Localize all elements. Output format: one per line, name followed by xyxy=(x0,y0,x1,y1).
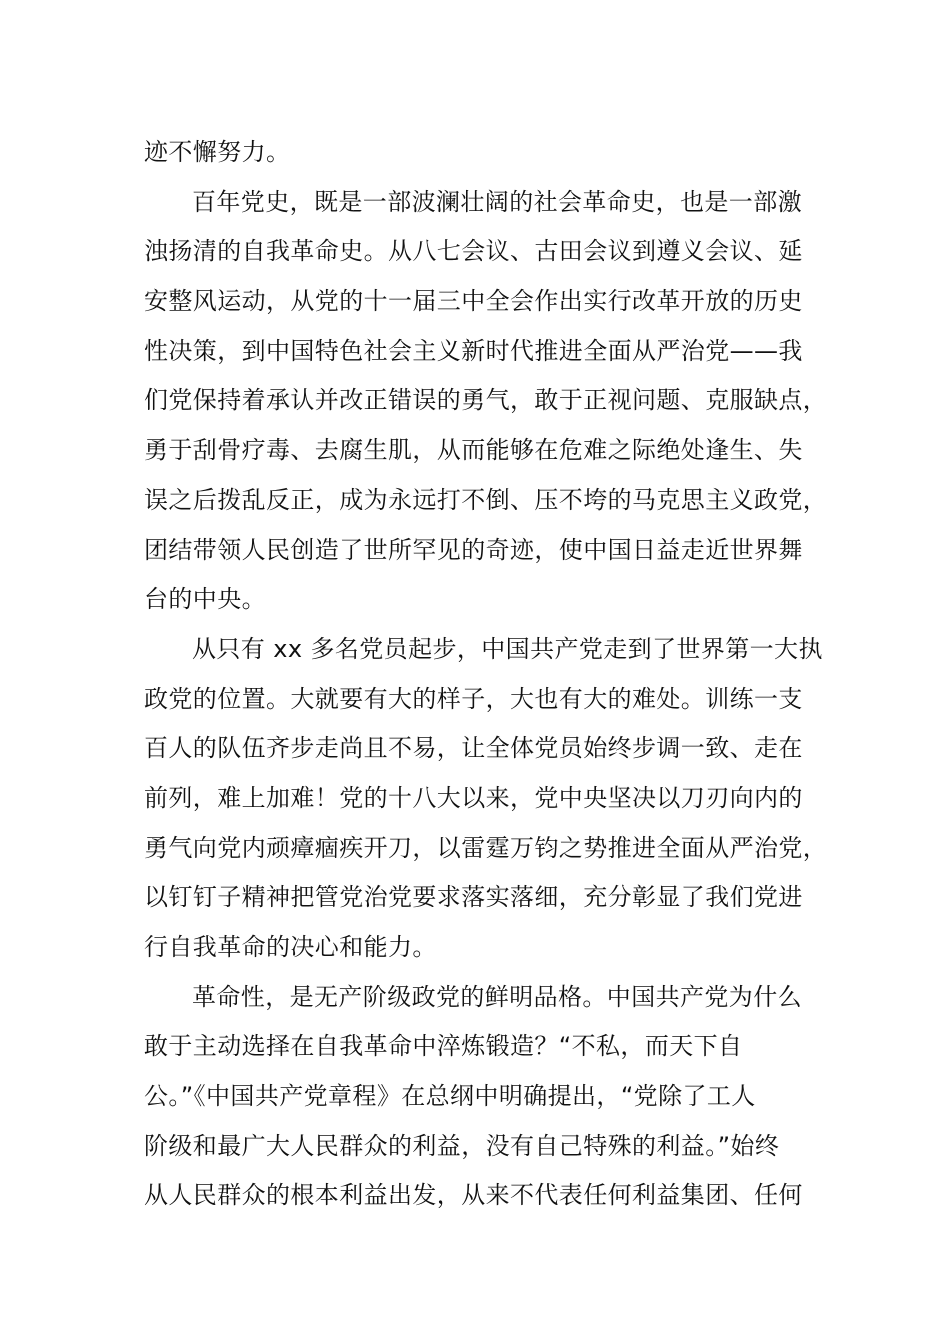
document-body xyxy=(144,128,828,1221)
text-line: 们党保持着承认并改正错误的勇气，敢于正视问题、克服缺点， xyxy=(144,386,828,415)
text-line: 性决策，到中国特色社会主义新时代推进全面从严治党——我 xyxy=(144,336,803,365)
text-line: 公。”《中国共产党章程》在总纲中明确提出，“党除了工人 xyxy=(144,1082,756,1111)
text-line: 行自我革命的决心和能力。 xyxy=(144,933,437,961)
text-line: 勇于刮骨疗毒、去腐生肌，从而能够在危难之际绝处逢生、失 xyxy=(144,436,803,465)
text-line: 勇气向党内顽瘴痼疾开刀，以雷霆万钧之势推进全面从严治党， xyxy=(144,833,828,862)
text-line: 阶级和最广大人民群众的利益，没有自己特殊的利益。”始终 xyxy=(144,1131,780,1160)
paragraph-first-line: 从只有 xx 多名党员起步，中国共产党走到了世界第一大执 xyxy=(192,634,823,663)
text-line: 团结带领人民创造了世所罕见的奇迹，使中国日益走近世界舞 xyxy=(144,535,803,564)
text-line: 百人的队伍齐步走尚且不易，让全体党员始终步调一致、走在 xyxy=(144,734,803,763)
text-line: 误之后拨乱反正，成为永远打不倒、压不垮的马克思主义政党， xyxy=(144,485,828,514)
text-line: 从人民群众的根本利益出发，从来不代表任何利益集团、任何 xyxy=(144,1181,803,1210)
text-line: 以钉钉子精神把管党治党要求落实落细，充分彰显了我们党进 xyxy=(144,883,803,912)
text-line: 前列，难上加难！党的十八大以来，党中央坚决以刀刃向内的 xyxy=(144,783,803,812)
paragraph-first-line: 革命性，是无产阶级政党的鲜明品格。中国共产党为什么 xyxy=(192,982,802,1011)
text-line: 台的中央。 xyxy=(144,585,266,614)
text-line: 迹不懈努力。 xyxy=(144,138,291,166)
text-line: 政党的位置。大就要有大的样子，大也有大的难处。训练一支 xyxy=(144,684,803,713)
text-line: 敢于主动选择在自我革命中淬炼锻造？“不私，而天下自 xyxy=(144,1032,743,1061)
paragraph-first-line: 百年党史，既是一部波澜壮阔的社会革命史，也是一部激 xyxy=(192,187,802,216)
text-line: 浊扬清的自我革命史。从八七会议、古田会议到遵义会议、延 xyxy=(144,237,803,266)
text-line: 安整风运动，从党的十一届三中全会作出实行改革开放的历史 xyxy=(144,287,803,316)
